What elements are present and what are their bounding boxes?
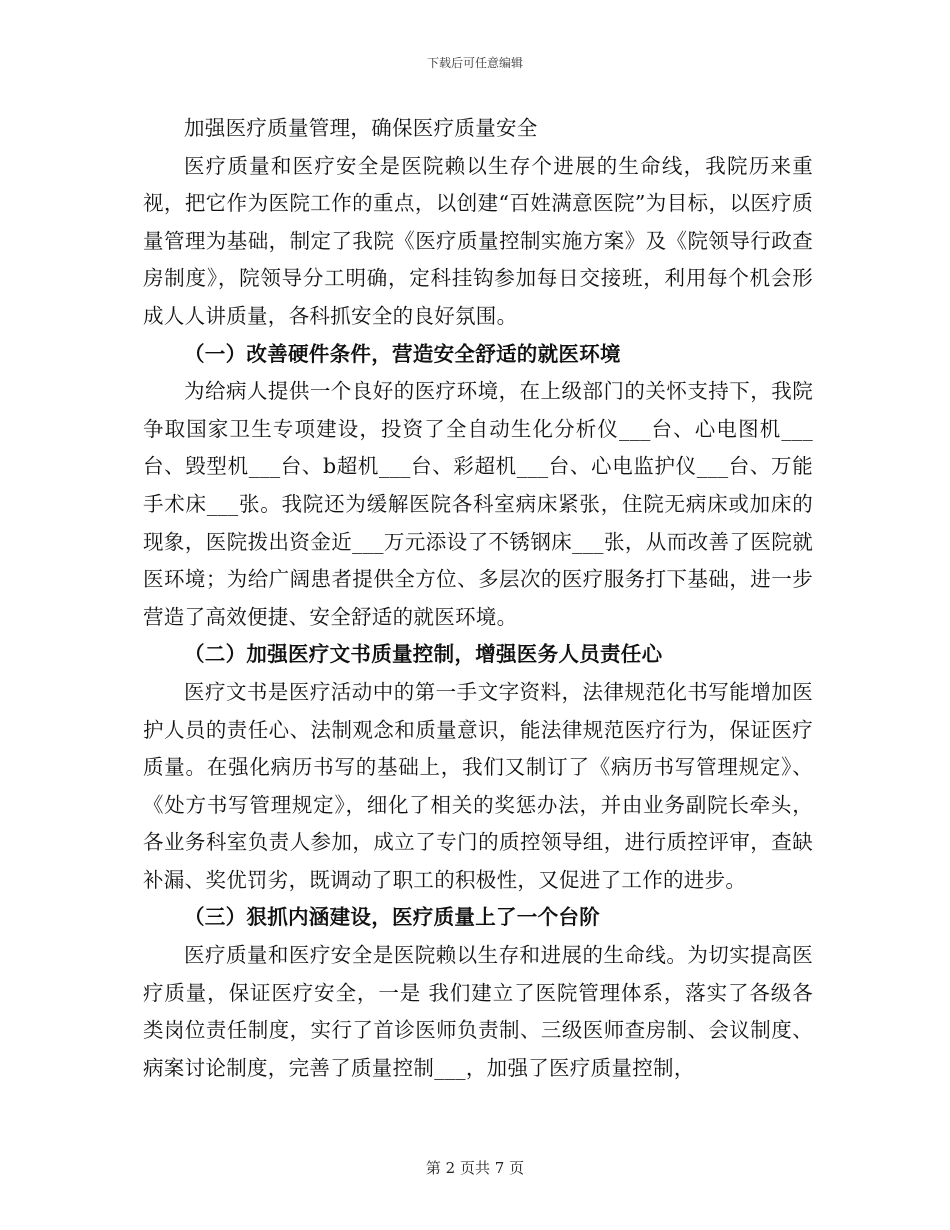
document-body	[143, 110, 813, 1087]
section-body-1: 为给病人提供一个良好的医疗环境，在上级部门的关怀支持下，我院争取国家卫生专项建设，投资了全自动生化分析仪___台、心电图机___台、毁型机___台、b超机___台、彩超机___台、心电监护仪___台、万能手术床___张。我院还为缓解医院各科室病床紧张，住院无病床或加床的现象，医院拨出资金近___万元添设了不锈钢床___张，从而改善了医院就医环境；为给广阔患者提供全方位、多层次的医疗服务打下基础，进一步营造了高效便捷、安全舒适的就医环境。	[143, 379, 813, 629]
section-heading-3: （三）狠抓内涵建设，医疗质量上了一个台阶	[184, 905, 600, 930]
section-heading-2: （二）加强医疗文书质量控制，增强医务人员责任心	[184, 642, 663, 667]
section-body-2: 医疗文书是医疗活动中的第一手文字资料，法律规范化书写能增加医护人员的责任心、法制观念和质量意识，能法律规范医疗行为，保证医疗质量。在强化病历书写的基础上，我们又制订了《病历书写管理规定》、《处方书写管理规定》，细化了相关的奖惩办法，并由业务副院长牵头，各业务科室负责人参加，成立了专门的质控领导组，进行质控评审，查缺补漏、奖优罚劣，既调动了职工的积极性，又促进了工作的进步。	[143, 679, 813, 892]
document-title: 加强医疗质量管理，确保医疗质量安全	[184, 116, 538, 140]
intro-paragraph: 医疗质量和医疗安全是医院赖以生存个进展的生命线，我院历来重视，把它作为医院工作的重点，以创建“百姓满意医院”为目标，以医疗质量管理为基础，制定了我院《医疗质量控制实施方案》及《院领导行政查房制度》，院领导分工明确，定科挂钩参加每日交接班，利用每个机会形成人人讲质量，各科抓安全的良好氛围。	[143, 153, 813, 328]
page-number: 第 2 页共 7 页	[425, 1159, 525, 1177]
section-body-3: 医疗质量和医疗安全是医院赖以生存和进展的生命线。为切实提高医疗质量，保证医疗安全，一是 我们建立了医院管理体系，落实了各级各类岗位责任制度，实行了首诊医师负责制、三级医师查房制、会议制度、病案讨论制度，完善了质量控制___，加强了医疗质量控制，	[143, 943, 813, 1080]
header-note: 下载后可任意编辑	[426, 56, 523, 70]
section-heading-1: （一）改善硬件条件，营造安全舒适的就医环境	[184, 341, 621, 366]
